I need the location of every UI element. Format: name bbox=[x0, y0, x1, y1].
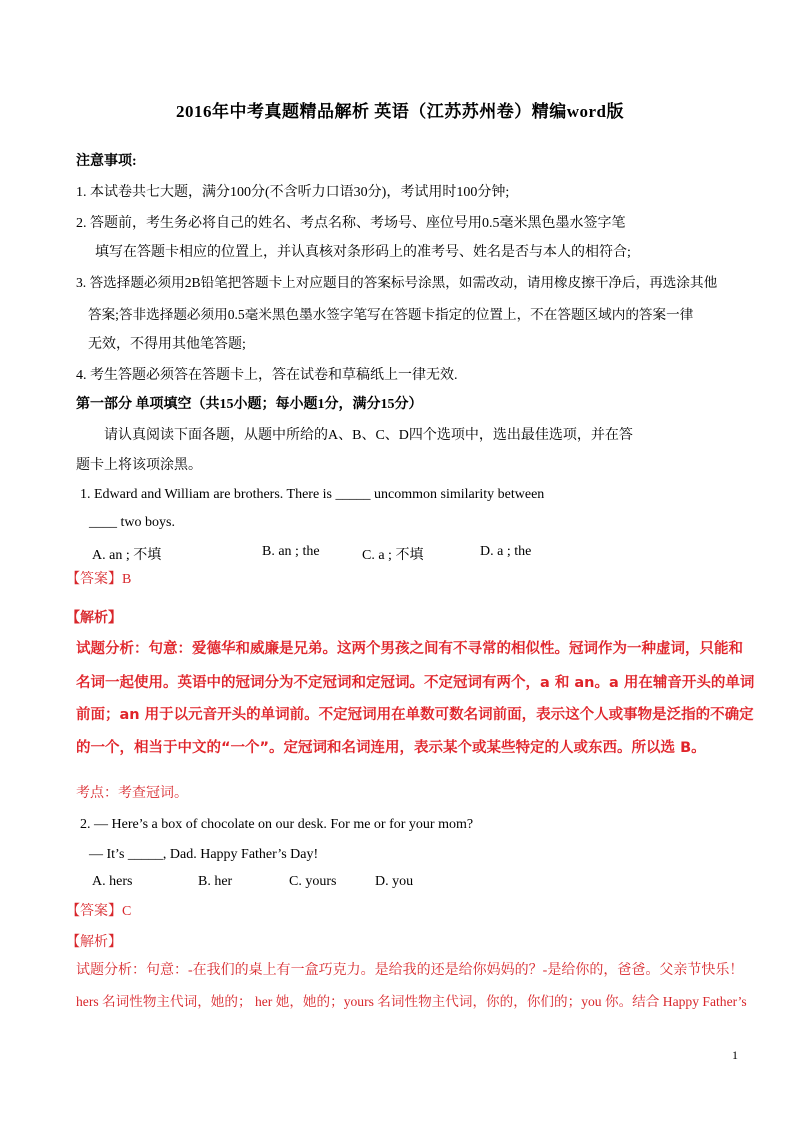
q1-analysis-line-1: 试题分析：句意：爱德华和威廉是兄弟。这两个男孩之间有不寻常的相似性。冠词作为一种虚词，只能和 bbox=[76, 641, 743, 657]
q1-analysis-line-3: 前面；an 用于以元音开头的单词前。不定冠词用在单数可数名词前面，表示这个人或事物是泛指的不确定 bbox=[76, 707, 754, 723]
q1-analysis-line-2: 名词一起使用。英语中的冠词分为不定冠词和定冠词。不定冠词有两个，a 和 an。a 用在辅音开头的单词 bbox=[76, 675, 755, 691]
q2-option-c: C. yours bbox=[289, 874, 337, 889]
q2-option-d: D. you bbox=[375, 874, 414, 889]
q1-answer: 【答案】B bbox=[66, 572, 132, 587]
q1-analysis-heading: 【解析】 bbox=[66, 611, 122, 626]
q2-analysis-line-2: hers 名词性物主代词，她的； her 她，她的；yours 名词性物主代词，你的，你们的；you 你。结合 Happy Father’s bbox=[76, 994, 747, 1009]
section-instruction-1: 请认真阅读下面各题，从题中所给的A、B、C、D四个选项中，选出最佳选项，并在答 bbox=[104, 428, 633, 443]
q2-analysis-line-1: 试题分析：句意：-在我们的桌上有一盒巧克力。是给我的还是给你妈妈的？-是给你的，爸爸。父亲节快乐！ bbox=[76, 963, 744, 978]
q1-option-a: A. an ; 不填 bbox=[92, 548, 162, 563]
q2-stem-line-2: — It’s _____, Dad. Happy Father’s Day! bbox=[89, 847, 319, 862]
notice-item-3-cont: 答案;答非选择题必须用0.5毫米黑色墨水签字笔写在答题卡指定的位置上，不在答题区域内的答案一律 bbox=[88, 307, 694, 322]
notice-item-2-cont: 填写在答题卡相应的位置上，并认真核对条形码上的准考号、姓名是否与本人的相符合; bbox=[95, 245, 631, 260]
q1-option-b: B. an ; the bbox=[262, 544, 320, 559]
section-heading: 第一部分 单项填空（共15小题；每小题1分，满分15分） bbox=[76, 397, 423, 412]
page-number: 1 bbox=[732, 1048, 738, 1062]
q2-analysis-heading: 【解析】 bbox=[66, 935, 122, 950]
q2-option-a: A. hers bbox=[92, 874, 133, 889]
q2-stem-line-1: 2. — Here’s a box of chocolate on our desk. For me or for your mom? bbox=[80, 817, 474, 832]
notice-item-3: 3. 答选择题必须用2B铅笔把答题卡上对应题目的答案标号涂黑，如需改动，请用橡皮擦干净后，再选涂其他 bbox=[76, 275, 718, 290]
notice-item-2: 2. 答题前，考生务必将自己的姓名、考点名称、考场号、座位号用0.5毫米黑色墨水签字笔 bbox=[76, 216, 626, 231]
section-instruction-2: 题卡上将该项涂黑。 bbox=[76, 458, 202, 473]
q2-option-b: B. her bbox=[198, 874, 233, 889]
document-title: 2016年中考真题精品解析 英语（江苏苏州卷）精编word版 bbox=[175, 102, 625, 121]
q1-analysis-line-4: 的一个，相当于中文的“一个”。定冠词和名词连用，表示某个或某些特定的人或东西。所以选 B。 bbox=[76, 740, 706, 756]
q1-option-d: D. a ; the bbox=[480, 544, 532, 559]
notice-item-1: 1. 本试卷共七大题，满分100分(不含听力口语30分)，考试用时100分钟; bbox=[76, 185, 510, 200]
q1-option-c: C. a ; 不填 bbox=[362, 548, 424, 563]
q1-stem-line-2: ____ two boys. bbox=[89, 515, 175, 530]
notice-item-3-cont2: 无效，不得用其他笔答题; bbox=[88, 337, 246, 352]
notice-heading: 注意事项: bbox=[76, 154, 137, 169]
notice-item-4: 4. 考生答题必须答在答题卡上，答在试卷和草稿纸上一律无效. bbox=[76, 368, 458, 383]
q1-kaodian: 考点：考查冠词。 bbox=[76, 786, 188, 801]
q2-answer: 【答案】C bbox=[66, 904, 132, 919]
q1-stem-line-1: 1. Edward and William are brothers. There is _____ uncommon similarity between bbox=[80, 487, 545, 502]
